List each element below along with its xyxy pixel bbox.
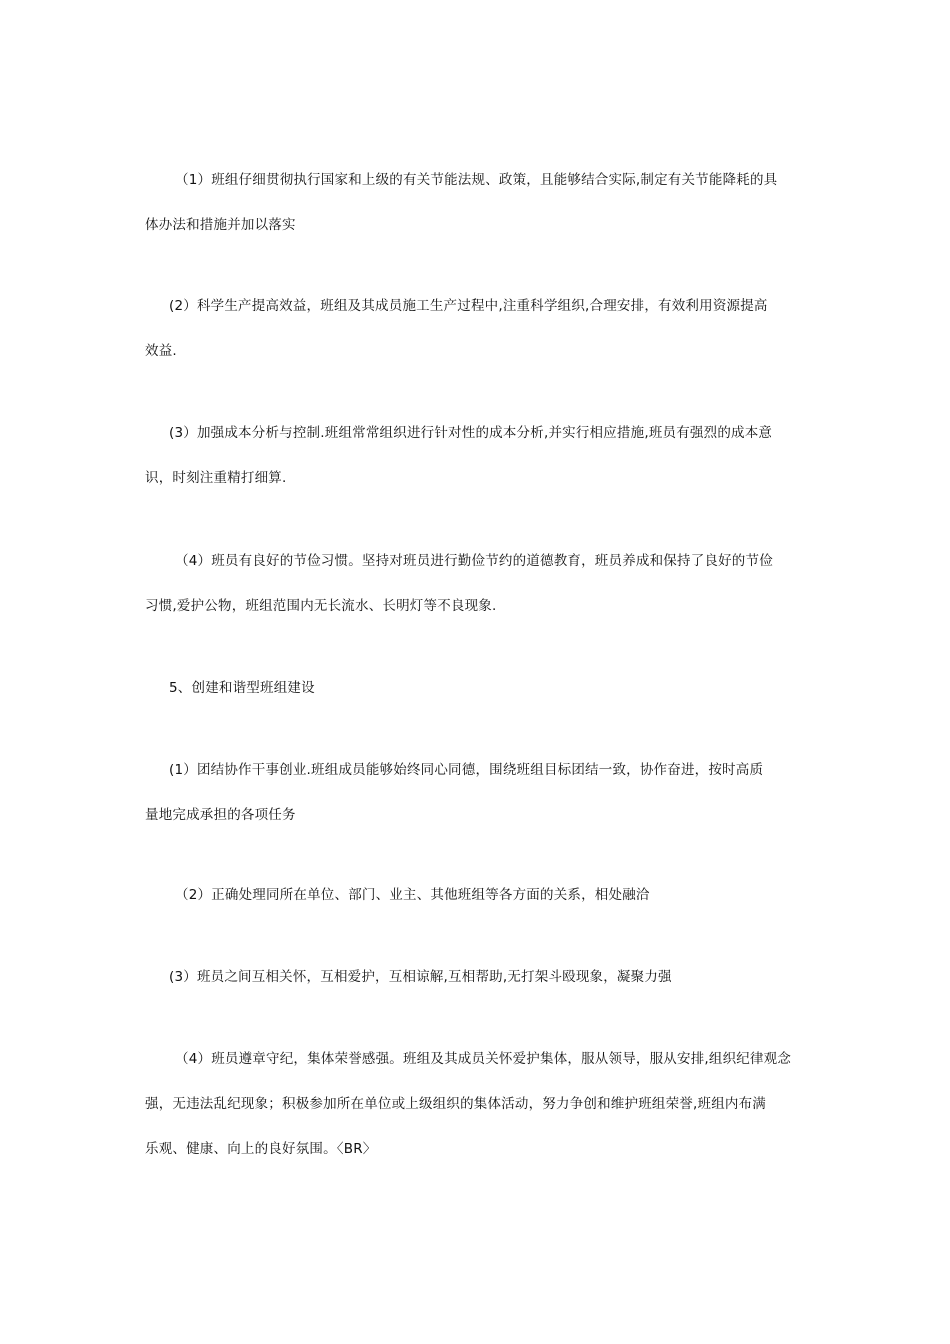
paragraph-cost-control	[145, 411, 815, 501]
paragraph-line: (3）加强成本分析与控制.班组常常组织进行针对性的成本分析,并实行相应措施,班员有强烈的成本意	[169, 425, 773, 441]
paragraph-line: 体办法和措施并加以落实	[145, 217, 296, 233]
paragraph-line: 效益.	[145, 343, 177, 359]
paragraph-line: 强，无违法乱纪现象；积极参加所在单位或上级组织的集体活动，努力争创和维护班组荣誉,班组内布满	[145, 1096, 766, 1112]
paragraph-line: 习惯,爱护公物，班组范围内无长流水、长明灯等不良现象.	[145, 598, 497, 614]
paragraph-line: 量地完成承担的各项任务	[145, 807, 296, 823]
paragraph-line: （4）班员遵章守纪，集体荣誉感强。班组及其成员关怀爱护集体，服从领导，服从安排,组织纪律观念	[175, 1051, 792, 1067]
paragraph-line: （4）班员有良好的节俭习惯。坚持对班员进行勤俭节约的道德教育，班员养成和保持了良好的节俭	[175, 553, 773, 569]
paragraph-line: 识，时刻注重精打细算.	[145, 470, 287, 486]
paragraph-mutual-care	[145, 955, 815, 1000]
paragraph-teamwork	[145, 748, 815, 838]
paragraph-line: （1）班组仔细贯彻执行国家和上级的有关节能法规、政策，且能够结合实际,制定有关节能降耗的具	[175, 172, 778, 188]
section-heading: 5、创建和谐型班组建设	[169, 680, 315, 696]
paragraph-line: (1）团结协作干事创业.班组成员能够始终同心同德，围绕班组目标团结一致，协作奋进，按时高质	[169, 762, 764, 778]
paragraph-line: (2）科学生产提高效益，班组及其成员施工生产过程中,注重科学组织,合理安排，有效利用资源提高	[169, 298, 768, 314]
paragraph-line: 乐观、健康、向上的良好氛围。〈BR〉	[145, 1141, 377, 1157]
paragraph-line: （2）正确处理同所在单位、部门、业主、其他班组等各方面的关系，相处融洽	[175, 887, 650, 903]
paragraph-thrift	[145, 539, 815, 629]
paragraph-relations	[145, 873, 815, 918]
paragraph-energy-policy	[145, 158, 815, 248]
paragraph-discipline	[145, 1037, 815, 1172]
section-heading-harmony	[145, 666, 815, 711]
paragraph-line: (3）班员之间互相关怀，互相爱护，互相谅解,互相帮助,无打架斗殴现象，凝聚力强	[169, 969, 672, 985]
paragraph-efficiency	[145, 284, 815, 374]
